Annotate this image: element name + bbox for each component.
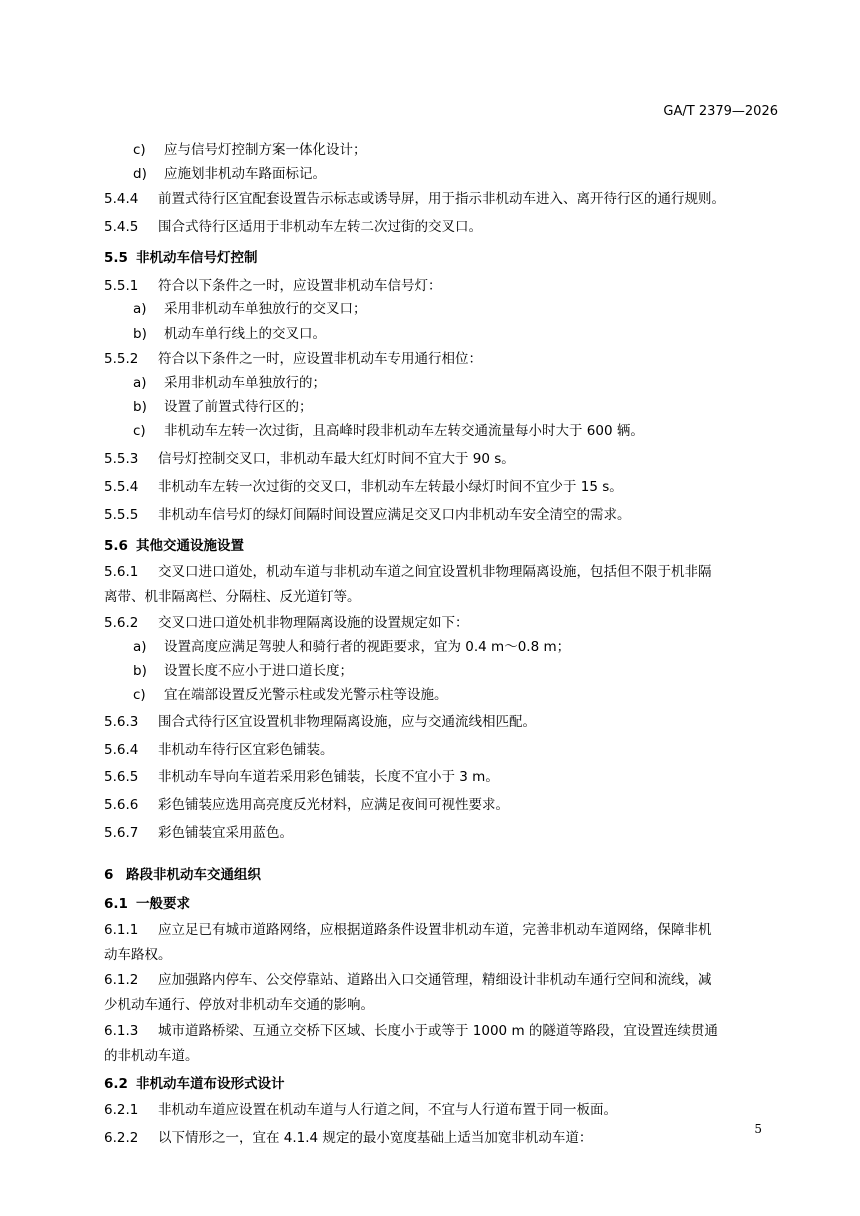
clause-text-line: 非机动车信号灯的绿灯间隔时间设置应满足交叉口内非机动车安全清空的需求。 — [158, 507, 631, 523]
list-item-text: 设置高度应满足驾驶人和骑行者的视距要求，宜为 0.4 m～0.8 m； — [164, 639, 571, 655]
clause-number: 6.1.3 — [104, 1023, 139, 1039]
list-item-text: 应施划非机动车路面标记。 — [164, 166, 326, 182]
list-item — [133, 162, 326, 187]
clause-number: 5.6.1 — [104, 564, 139, 580]
section-number: 5.5 — [104, 250, 128, 266]
list-marker: c) — [133, 142, 146, 158]
list-item-text: 设置了前置式待行区的； — [164, 399, 313, 415]
clause-paragraph — [104, 1098, 776, 1123]
clause-paragraph — [104, 215, 776, 240]
list-marker: c) — [133, 423, 146, 439]
clause-text-line: 符合以下条件之一时，应设置非机动车信号灯： — [158, 278, 442, 294]
clause-number: 5.4.4 — [104, 191, 139, 207]
clause-number: 5.5.3 — [104, 451, 139, 467]
list-item — [133, 297, 367, 322]
list-marker: b) — [133, 663, 147, 679]
clause-text-line: 应立足已有城市道路网络，应根据道路条件设置非机动车道，完善非机动车道网络，保障非机 — [158, 922, 712, 938]
clause-text-line: 非机动车导向车道若采用彩色铺装，长度不宜小于 3 m。 — [158, 769, 499, 785]
list-marker: b) — [133, 399, 147, 415]
clause-number: 6.1.2 — [104, 972, 139, 988]
list-item — [133, 683, 448, 708]
section-heading — [104, 892, 190, 912]
list-item-text: 采用非机动车单独放行的交叉口； — [164, 301, 367, 317]
section-number: 6.1 — [104, 896, 128, 912]
list-item — [133, 371, 326, 396]
list-marker: b) — [133, 326, 147, 342]
list-marker: a) — [133, 639, 147, 655]
clause-paragraph — [104, 710, 776, 735]
clause-paragraph — [104, 187, 776, 212]
clause-paragraph — [104, 475, 776, 500]
section-heading — [104, 534, 244, 554]
list-item — [133, 419, 644, 444]
section-number: 5.6 — [104, 538, 128, 554]
list-marker: d) — [133, 166, 147, 182]
clause-paragraph — [104, 918, 776, 967]
list-item — [133, 395, 313, 420]
clause-paragraph — [104, 611, 776, 636]
clause-number: 5.6.6 — [104, 797, 139, 813]
section-title: 路段非机动车交通组织 — [126, 867, 261, 883]
clause-text-line: 彩色铺装宜采用蓝色。 — [158, 825, 293, 841]
clause-paragraph — [104, 560, 776, 609]
list-item-text: 机动车单行线上的交叉口。 — [164, 326, 326, 342]
section-number: 6.2 — [104, 1076, 128, 1092]
section-heading — [104, 863, 261, 883]
clause-paragraph — [104, 347, 776, 372]
clause-paragraph — [104, 1019, 776, 1068]
section-heading — [104, 246, 258, 266]
clause-text-line: 交叉口进口道处机非物理隔离设施的设置规定如下： — [158, 615, 469, 631]
clause-paragraph — [104, 738, 776, 763]
list-item-text: 应与信号灯控制方案一体化设计； — [164, 142, 367, 158]
section-heading — [104, 1072, 285, 1092]
clause-number: 5.6.7 — [104, 825, 139, 841]
clause-paragraph — [104, 503, 776, 528]
clause-number: 5.6.5 — [104, 769, 139, 785]
list-item-text: 设置长度不应小于进口道长度； — [164, 663, 353, 679]
section-number: 6 — [104, 867, 114, 883]
clause-number: 5.4.5 — [104, 219, 139, 235]
clause-text-line: 非机动车道应设置在机动车道与人行道之间，不宜与人行道布置于同一板面。 — [158, 1102, 617, 1118]
section-title: 非机动车道布设形式设计 — [136, 1076, 285, 1092]
clause-number: 5.6.3 — [104, 714, 139, 730]
clause-number: 5.5.5 — [104, 507, 139, 523]
list-marker: c) — [133, 687, 146, 703]
clause-text-line: 非机动车待行区宜彩色铺装。 — [158, 742, 334, 758]
clause-number: 5.6.4 — [104, 742, 139, 758]
clause-number: 6.1.1 — [104, 922, 139, 938]
clause-text-line: 以下情形之一，宜在 4.1.4 规定的最小宽度基础上适当加宽非机动车道： — [158, 1130, 593, 1146]
list-marker: a) — [133, 301, 147, 317]
clause-paragraph — [104, 274, 776, 299]
list-item — [133, 635, 570, 660]
clause-number: 5.5.1 — [104, 278, 139, 294]
clause-text-line: 离带、机非隔离栏、分隔柱、反光道钉等。 — [104, 588, 361, 605]
clause-number: 5.5.4 — [104, 479, 139, 495]
list-item-text: 采用非机动车单独放行的； — [164, 375, 326, 391]
clause-text-line: 应加强路内停车、公交停靠站、道路出入口交通管理，精细设计非机动车通行空间和流线，减 — [158, 972, 712, 988]
document-header-code: GA/T 2379—2026 — [663, 104, 778, 119]
clause-number: 5.5.2 — [104, 351, 139, 367]
clause-text-line: 前置式待行区宜配套设置告示标志或诱导屏，用于指示非机动车进入、离开待行区的通行规则。 — [158, 191, 725, 207]
list-item — [133, 138, 367, 163]
list-item — [133, 322, 326, 347]
clause-paragraph — [104, 968, 776, 1017]
clause-text-line: 彩色铺装应选用高亮度反光材料，应满足夜间可视性要求。 — [158, 797, 509, 813]
clause-paragraph — [104, 1126, 776, 1151]
clause-paragraph — [104, 447, 776, 472]
clause-text-line: 非机动车左转一次过街的交叉口，非机动车左转最小绿灯时间不宜少于 15 s。 — [158, 479, 623, 495]
section-title: 一般要求 — [136, 896, 190, 912]
clause-number: 6.2.2 — [104, 1130, 139, 1146]
clause-text-line: 动车路权。 — [104, 946, 172, 963]
list-item-text: 宜在端部设置反光警示柱或发光警示柱等设施。 — [164, 687, 448, 703]
clause-paragraph — [104, 793, 776, 818]
clause-paragraph — [104, 765, 776, 790]
clause-text-line: 围合式待行区适用于非机动车左转二次过街的交叉口。 — [158, 219, 482, 235]
clause-paragraph — [104, 821, 776, 846]
clause-text-line: 的非机动车道。 — [104, 1047, 199, 1064]
clause-text-line: 交叉口进口道处，机动车道与非机动车道之间宜设置机非物理隔离设施，包括但不限于机非隔 — [158, 564, 712, 580]
section-title: 非机动车信号灯控制 — [136, 250, 258, 266]
clause-number: 6.2.1 — [104, 1102, 139, 1118]
list-item — [133, 659, 353, 684]
section-title: 其他交通设施设置 — [136, 538, 244, 554]
clause-text-line: 信号灯控制交叉口，非机动车最大红灯时间不宜大于 90 s。 — [158, 451, 515, 467]
clause-text-line: 围合式待行区宜设置机非物理隔离设施，应与交通流线相匹配。 — [158, 714, 536, 730]
clause-text-line: 符合以下条件之一时，应设置非机动车专用通行相位： — [158, 351, 482, 367]
page-number: 5 — [754, 1122, 762, 1136]
clause-text-line: 城市道路桥梁、互通立交桥下区域、长度小于或等于 1000 m 的隧道等路段，宜设置连续贯通 — [158, 1023, 718, 1039]
clause-text-line: 少机动车通行、停放对非机动车交通的影响。 — [104, 996, 374, 1013]
list-item-text: 非机动车左转一次过街，且高峰时段非机动车左转交通流量每小时大于 600 辆。 — [164, 423, 644, 439]
clause-number: 5.6.2 — [104, 615, 139, 631]
list-marker: a) — [133, 375, 147, 391]
